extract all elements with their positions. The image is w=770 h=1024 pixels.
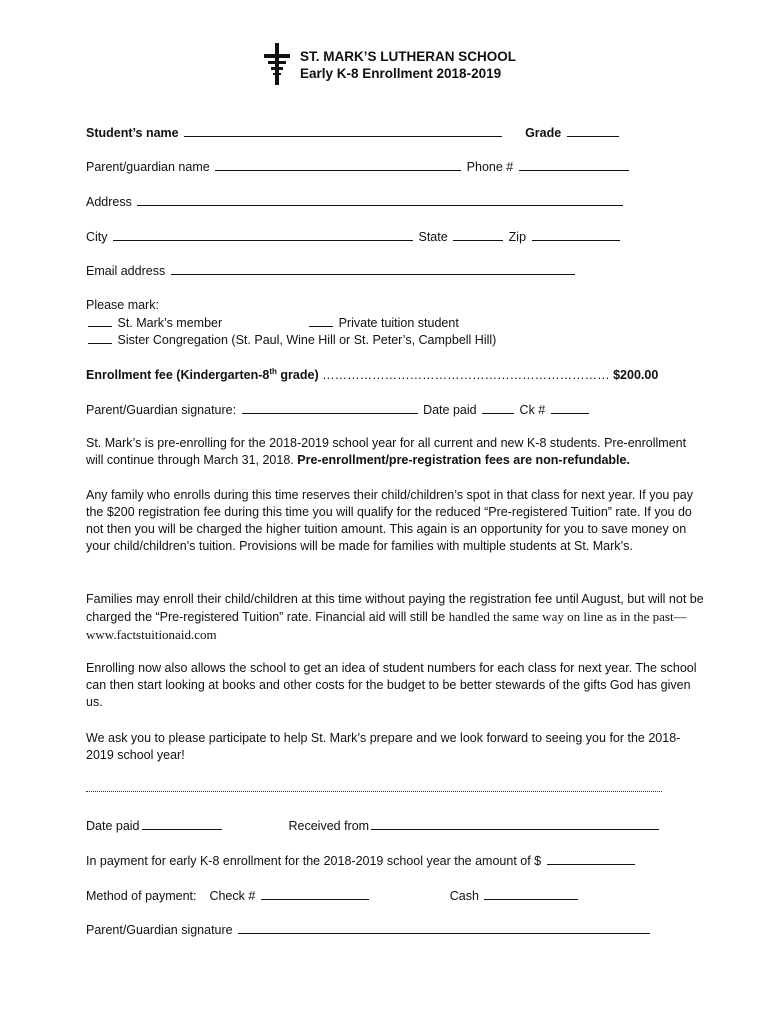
- city-field[interactable]: [113, 228, 413, 241]
- office-date-paid-label: Date paid: [86, 819, 140, 833]
- sister-option-row: [86, 331, 496, 348]
- cash-label: Cash: [449, 889, 479, 903]
- parent-name-field[interactable]: [215, 158, 461, 171]
- email-row: [86, 262, 577, 279]
- payment-amount-field[interactable]: [547, 852, 635, 865]
- sister-checkbox[interactable]: [88, 331, 112, 344]
- signature-field[interactable]: [242, 401, 418, 414]
- email-label: Email address: [86, 264, 166, 278]
- fee-label-sup: th: [269, 366, 277, 376]
- fee-dots: ……………………………………………………………: [322, 368, 610, 382]
- payment-amount-row: [86, 852, 637, 869]
- payment-method-label: Method of payment:: [86, 889, 197, 903]
- paragraph-financial-aid: [86, 591, 706, 644]
- financial-aid-text: Families may enroll their child/children at this time without paying the registration fee until August, but will not be charged the “Pre-registered Tuition” rate. Financial aid will still be: [86, 592, 704, 624]
- office-date-paid-field[interactable]: [142, 817, 222, 830]
- fee-label-end: grade): [276, 368, 319, 382]
- ck-field[interactable]: [551, 401, 589, 414]
- signature-label: Parent/Guardian signature:: [86, 403, 237, 417]
- fee-amount: $200.00: [613, 368, 659, 382]
- city-row: [86, 228, 622, 245]
- cut-line-divider: [86, 790, 662, 792]
- check-label: Check #: [209, 889, 256, 903]
- paragraph-closing: We ask you to please participate to help St. Mark’s prepare and we look forward to seeing you for the 2018-2019 school year!: [86, 731, 681, 762]
- student-name-field[interactable]: [184, 124, 502, 137]
- phone-label: Phone #: [466, 160, 514, 174]
- phone-field[interactable]: [519, 158, 629, 171]
- date-paid-label: Date paid: [423, 403, 477, 417]
- grade-label: Grade: [525, 126, 562, 140]
- cash-field[interactable]: [484, 887, 578, 900]
- member-checkbox[interactable]: [88, 314, 112, 327]
- payment-method-row: [86, 887, 580, 904]
- signature-row: [86, 401, 591, 418]
- office-signature-row: [86, 921, 652, 938]
- private-option-label: Private tuition student: [338, 316, 459, 330]
- student-name-row: [86, 124, 621, 141]
- zip-label: Zip: [508, 230, 527, 244]
- received-from-label: Received from: [288, 819, 370, 833]
- member-option-label: St. Mark’s member: [117, 316, 223, 330]
- payment-amount-label: In payment for early K-8 enrollment for the 2018-2019 school year the amount of $: [86, 854, 542, 868]
- sister-option-label: Sister Congregation (St. Paul, Wine Hill or St. Peter’s, Campbell Hill): [117, 333, 497, 347]
- pre-enrollment-text: St. Mark’s is pre-enrolling for the 2018-2019 school year for all current and new K-8 students. Pre-enrollment will continue through March 31, 2018.: [86, 436, 687, 467]
- please-mark-label: Please mark:: [86, 298, 159, 312]
- office-date-received-row: [86, 817, 661, 834]
- email-field[interactable]: [171, 262, 575, 275]
- enrollment-fee-row: [86, 367, 658, 383]
- received-from-field[interactable]: [371, 817, 659, 830]
- private-checkbox[interactable]: [309, 314, 333, 327]
- paragraph-reserve-spot: Any family who enrolls during this time reserves their child/children’s spot in that class for next year. If you pay the $200 registration fee during this time you will qualify for the reduced “Pre-registered Tuition” rate. If you do not then you will be charged the higher tuition amount. This again is an opportunity for you to save money on your child/children's tuition. Provisions will be made for families with multiple students at St. Mark’s.: [86, 488, 693, 553]
- address-label: Address: [86, 195, 132, 209]
- ck-label: Ck #: [519, 403, 546, 417]
- membership-options-row: [86, 314, 459, 331]
- address-field[interactable]: [137, 193, 623, 206]
- state-label: State: [418, 230, 448, 244]
- financial-aid-link-text: handled the same way on line as in the past—www.factstuitionaid.com: [86, 609, 687, 642]
- office-signature-field[interactable]: [238, 921, 650, 934]
- check-number-field[interactable]: [261, 887, 369, 900]
- paragraph-pre-enrollment: [86, 435, 706, 469]
- date-paid-field[interactable]: [482, 401, 514, 414]
- school-title: ST. MARK’S LUTHERAN SCHOOL: [300, 49, 516, 64]
- form-subtitle: Early K-8 Enrollment 2018-2019: [300, 66, 502, 81]
- parent-name-label: Parent/guardian name: [86, 160, 210, 174]
- city-label: City: [86, 230, 108, 244]
- student-name-label: Student’s name: [86, 126, 179, 140]
- cross-logo-icon: [262, 42, 292, 86]
- non-refundable-note: Pre-enrollment/pre-registration fees are non-refundable.: [297, 453, 630, 467]
- paragraph-student-numbers: Enrolling now also allows the school to get an idea of student numbers for each class for next year. The school can then start looking at books and other costs for the budget to be better stewards of the gifts God has given us.: [86, 661, 697, 709]
- fee-label: Enrollment fee (Kindergarten-8: [86, 368, 270, 382]
- office-signature-label: Parent/Guardian signature: [86, 923, 233, 937]
- state-field[interactable]: [453, 228, 503, 241]
- zip-field[interactable]: [532, 228, 620, 241]
- grade-field[interactable]: [567, 124, 619, 137]
- address-row: [86, 193, 625, 210]
- parent-name-row: [86, 158, 631, 175]
